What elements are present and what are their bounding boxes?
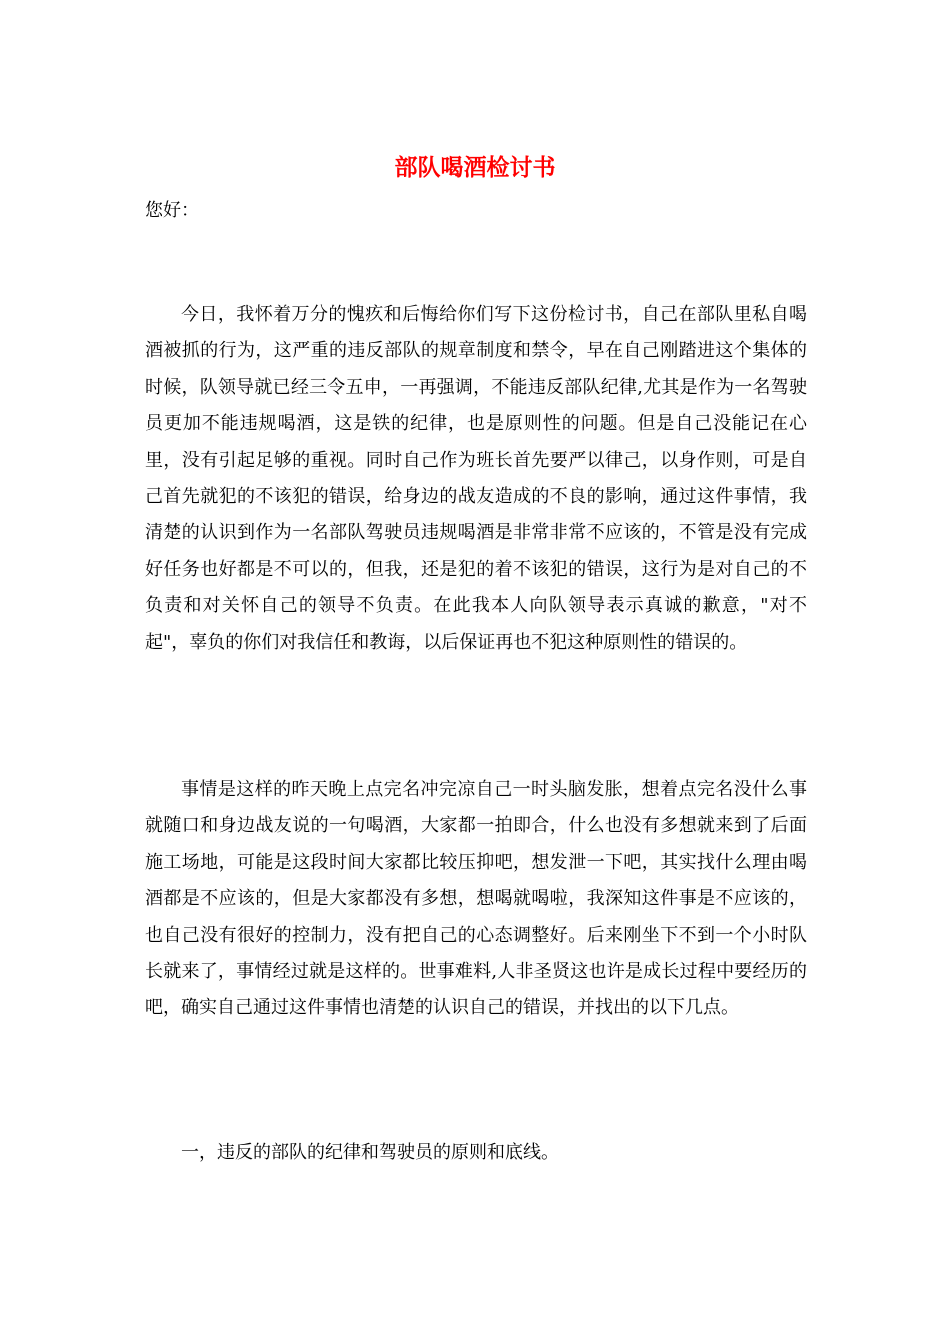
document-title: 部队喝酒检讨书 (394, 154, 556, 181)
body-paragraph: 事情是这样的昨天晚上点完名冲完凉自己一时头脑发胀，想着点完名没什么事就随口和身边战友说的一句喝酒，大家都一拍即合，什么也没有多想就来到了后面施工场地，可能是这段时间大家都比较压抑吧，想发泄一下吧，其实找什么理由喝酒都是不应该的，但是大家都没有多想，想喝就喝啦，我深知这件事是不应该的，也自己没有很好的控制力，没有把自己的心态调整好。后来刚坐下不到一个小时队长就来了，事情经过就是这样的。世事难料,人非圣贤这也许是成长过程中要经历的吧，确实自己通过这件事情也清楚的认识自己的错误，并找出的以下几点。 (145, 779, 807, 1019)
salutation: 您好： (145, 200, 199, 221)
body-paragraph: 今日，我怀着万分的愧疚和后悔给你们写下这份检讨书，自己在部队里私自喝酒被抓的行为，这严重的违反部队的规章制度和禁令，早在自己刚踏进这个集体的时候，队领导就已经三令五申，一再强调，不能违反部队纪律,尤其是作为一名驾驶员更加不能违规喝酒，这是铁的纪律，也是原则性的问题。但是自己没能记在心里，没有引起足够的重视。同时自己作为班长首先要严以律己，以身作则，可是自己首先就犯的不该犯的错误，给身边的战友造成的不良的影响，通过这件事情，我清楚的认识到作为一名部队驾驶员违规喝酒是非常非常不应该的，不管是没有完成好任务也好都是不可以的，但我，还是犯的着不该犯的错误，这行为是对自己的不负责和对关怀自己的领导不负责。在此我本人向队领导表示真诚的歉意，"对不起"，辜负的你们对我信任和教诲，以后保证再也不犯这种原则性的错误的。 (145, 304, 807, 653)
body-paragraph: 一，违反的部队的纪律和驾驶员的原则和底线。 (181, 1142, 559, 1163)
